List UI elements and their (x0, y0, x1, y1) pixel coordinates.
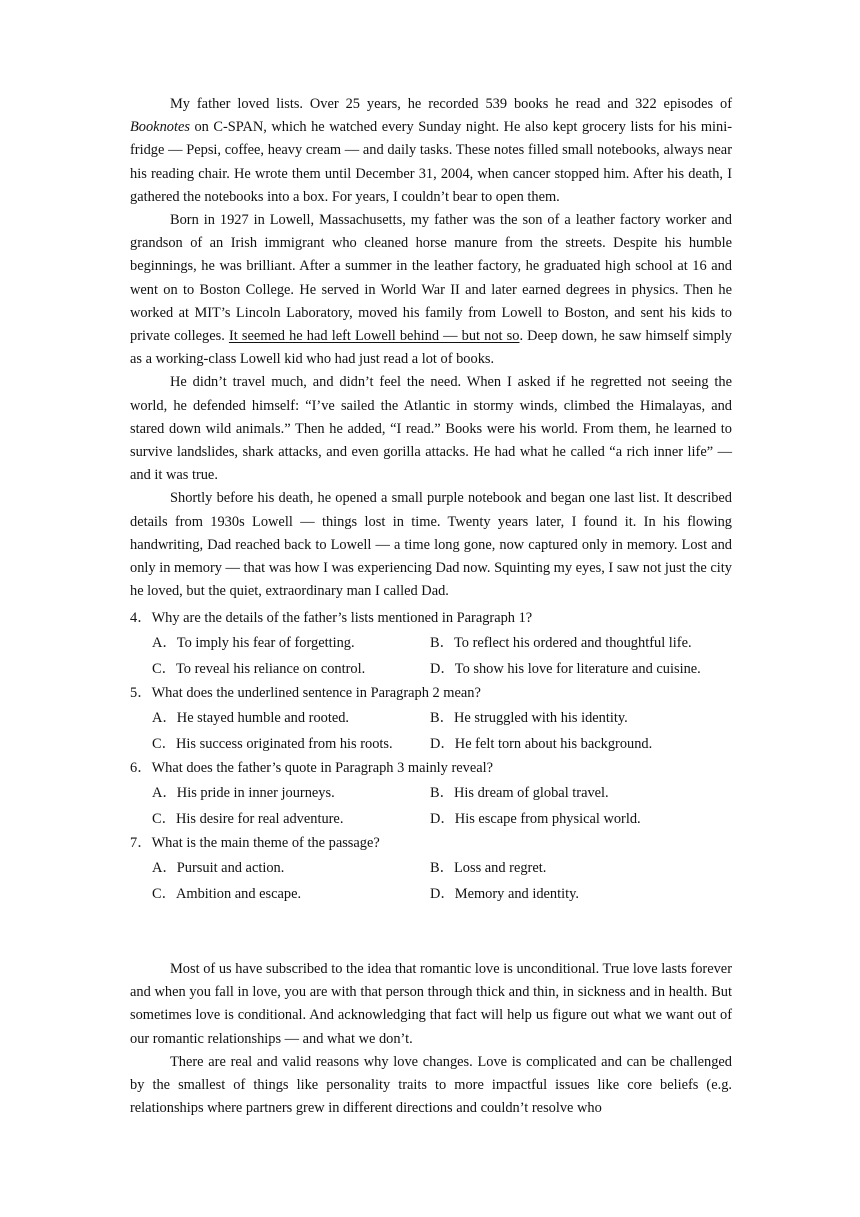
option-row (130, 731, 732, 757)
question-stem: 5．What does the underlined sentence in Paragraph 2 mean? (130, 685, 481, 701)
passage-one-paragraph-4: Shortly before his death, he opened a small purple notebook and began one last list. It described details from 1930s Lowell — things lost in time. Twenty years later, I found it. In his flowing handwriting, Dad reached back to Lowell — a time long gone, now captured only in memory. Lost and only in memory — that was how I was experiencing Dad now. Squinting my eyes, I saw not just the city he loved, but the quiet, extraordinary man I called Dad. (130, 490, 732, 600)
option-c[interactable]: C．To reveal his reliance on control. (152, 661, 366, 677)
question-stem: 7．What is the main theme of the passage? (130, 835, 380, 851)
passage-one (130, 93, 732, 603)
option-row (130, 881, 732, 907)
option-d[interactable]: D．His escape from physical world. (430, 811, 641, 827)
option-a[interactable]: A．His pride in inner journeys. (152, 785, 335, 801)
option-row (130, 855, 732, 881)
option-d[interactable]: D．He felt torn about his background. (430, 736, 653, 752)
passage-two-paragraph-2: There are real and valid reasons why love changes. Love is complicated and can be challenged by the smallest of things like personality traits to more impactful issues like core beliefs (e.g. relationships where partners grew in different directions and couldn’t resolve who (130, 1053, 732, 1117)
option-d[interactable]: D．To show his love for literature and cuisine. (430, 661, 701, 677)
booknotes-title: Booknotes (130, 119, 190, 136)
option-a[interactable]: A．Pursuit and action. (152, 860, 285, 876)
question-list (130, 607, 732, 907)
option-b[interactable]: B．Loss and regret. (430, 860, 547, 876)
option-a[interactable]: A．He stayed humble and rooted. (152, 710, 350, 726)
passage-two (130, 958, 732, 1120)
option-c[interactable]: C．His desire for real adventure. (152, 811, 344, 827)
option-row (130, 630, 732, 656)
passage-one-paragraph-2: Born in 1927 in Lowell, Massachusetts, my father was the son of a leather factory worker and grandson of an Irish immigrant who cleaned horse manure from the streets. Despite his humble beginnings, he was brilliant. After a summer in the leather factory, he graduated high school at 16 and went on to Boston College. He served in World War II and later earned degrees in physics. Then he worked at MIT’s Lincoln Laboratory, moved his family from Lowell to Boston, and sent his kids to private colleges. It seemed he had left Lowell behind — but not so. Deep down, he saw himself simply as a working-class Lowell kid who had just read a lot of books. (130, 212, 732, 368)
option-d[interactable]: D．Memory and identity. (430, 886, 579, 902)
passage-one-paragraph-3: He didn’t travel much, and didn’t feel the need. When I asked if he regretted not seeing the world, he defended himself: “I’ve sailed the Atlantic in stormy winds, climbed the Himalayas, and stared down wild animals.” Then he added, “I read.” Books were his world. From them, he learned to survive landslides, shark attacks, and even gorilla attacks. He had what he called “a rich inner life” — and it was true. (130, 374, 732, 484)
question-5 (130, 682, 732, 757)
option-c[interactable]: C．His success originated from his roots. (152, 736, 393, 752)
option-row (130, 806, 732, 832)
option-b[interactable]: B．His dream of global travel. (430, 785, 609, 801)
question-stem: 6．What does the father’s quote in Paragraph 3 mainly reveal? (130, 760, 493, 776)
option-b[interactable]: B．To reflect his ordered and thoughtful life. (430, 635, 692, 651)
question-4 (130, 607, 732, 682)
option-b[interactable]: B．He struggled with his identity. (430, 710, 628, 726)
option-row (130, 656, 732, 682)
option-c[interactable]: C．Ambition and escape. (152, 886, 302, 902)
option-row (130, 780, 732, 806)
underlined-sentence: It seemed he had left Lowell behind — but not so (228, 328, 520, 345)
question-stem: 4．Why are the details of the father’s lists mentioned in Paragraph 1? (130, 610, 533, 626)
option-row (130, 705, 732, 731)
passage-two-paragraph-1: Most of us have subscribed to the idea that romantic love is unconditional. True love lasts forever and when you fall in love, you are with that person through thick and thin, in sickness and in health. But sometimes love is conditional. And acknowledging that fact will help us figure out what we want out of our romantic relationships — and what we don’t. (130, 961, 732, 1047)
question-6 (130, 757, 732, 832)
question-7 (130, 832, 732, 907)
option-a[interactable]: A．To imply his fear of forgetting. (152, 635, 355, 651)
passage-one-paragraph-1: My father loved lists. Over 25 years, he recorded 539 books he read and 322 episodes of Booknotes on C-SPAN, which he watched every Sunday night. He also kept grocery lists for his mini-fridge — Pepsi, coffee, heavy cream — and daily tasks. These notes filled small notebooks, always near his reading chair. He wrote them until December 31, 2004, when cancer stopped him. After his death, I gathered the notebooks into a box. For years, I couldn’t bear to open them. (130, 96, 732, 205)
